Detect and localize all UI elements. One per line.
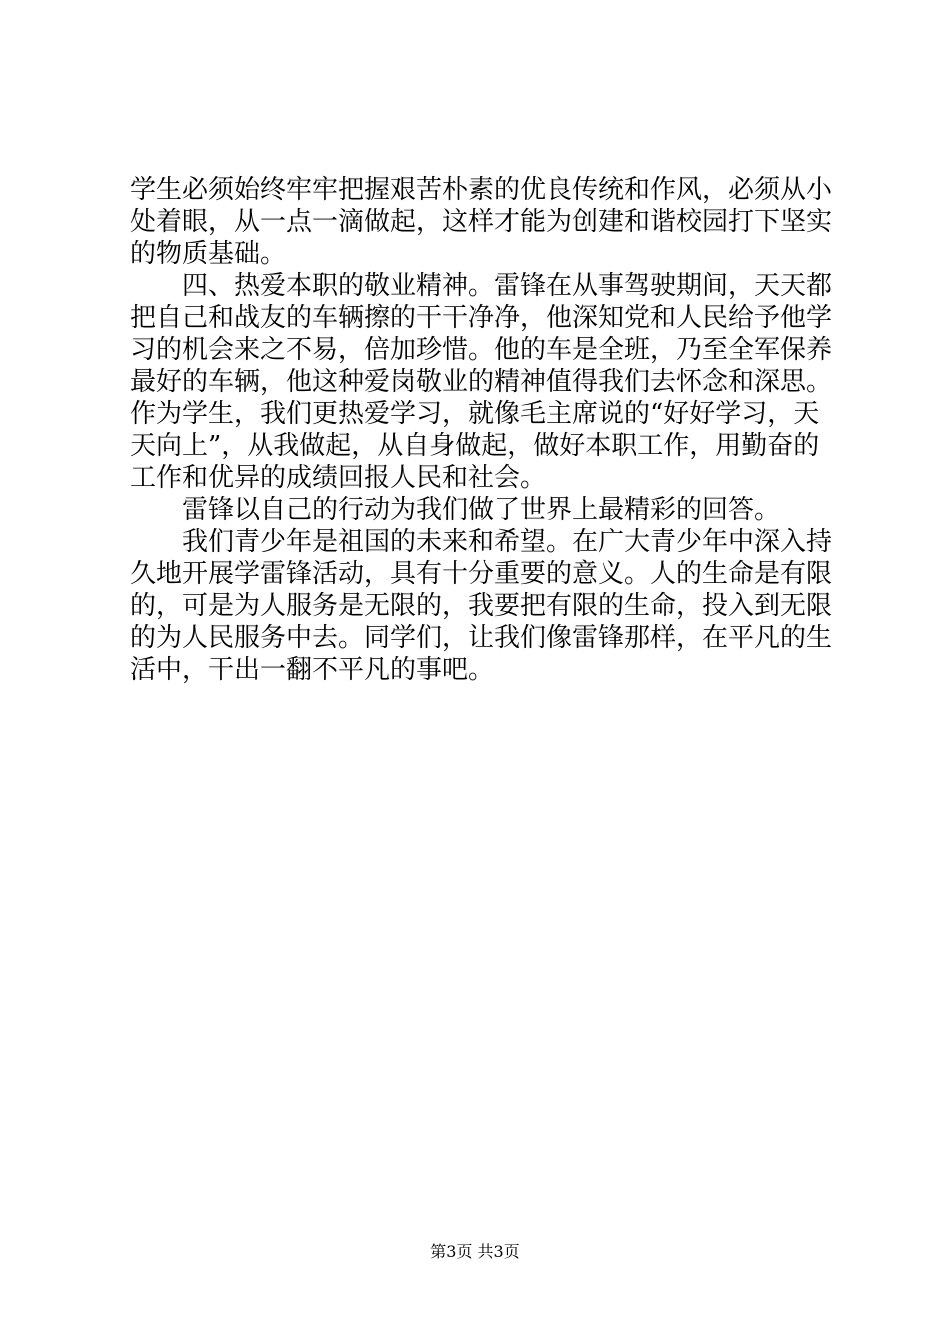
paragraph-line: 习的机会来之不易，倍加珍惜。他的车是全班，乃至全军保养 [130, 335, 833, 365]
page-number-footer: 第3页 共3页 [430, 1242, 520, 1261]
paragraph-line: 作为学生，我们更热爱学习，就像毛主席说的“好好学习，天 [130, 399, 820, 429]
paragraph-line: 处着眼，从一点一滴做起，这样才能为创建和谐校园打下坚实 [130, 207, 833, 237]
paragraph-line: 天向上”，从我做起，从自身做起，做好本职工作，用勤奋的 [130, 431, 820, 461]
paragraph-line: 的，可是为人服务是无限的，我要把有限的生命，投入到无限 [130, 591, 833, 621]
paragraph-line: 我们青少年是祖国的未来和希望。在广大青少年中深入持 [130, 527, 833, 557]
paragraph-line: 久地开展学雷锋活动，具有十分重要的意义。人的生命是有限 [130, 559, 833, 589]
paragraph-line: 最好的车辆，他这种爱岗敬业的精神值得我们去怀念和深思。 [130, 367, 833, 397]
paragraph-line: 的为人民服务中去。同学们，让我们像雷锋那样，在平凡的生 [130, 623, 833, 653]
paragraph-line: 四、热爱本职的敬业精神。雷锋在从事驾驶期间，天天都 [130, 271, 833, 301]
paragraph-line: 活中，干出一翻不平凡的事吧。 [130, 655, 495, 685]
paragraph-line: 工作和优异的成绩回报人民和社会。 [130, 463, 547, 493]
paragraph-line: 把自己和战友的车辆擦的干干净净，他深知党和人民给予他学 [130, 303, 833, 333]
paragraph-line: 学生必须始终牢牢把握艰苦朴素的优良传统和作风，必须从小 [130, 175, 833, 205]
paragraph-line: 的物质基础。 [130, 239, 287, 269]
paragraph-line: 雷锋以自己的行动为我们做了世界上最精彩的回答。 [130, 495, 781, 525]
